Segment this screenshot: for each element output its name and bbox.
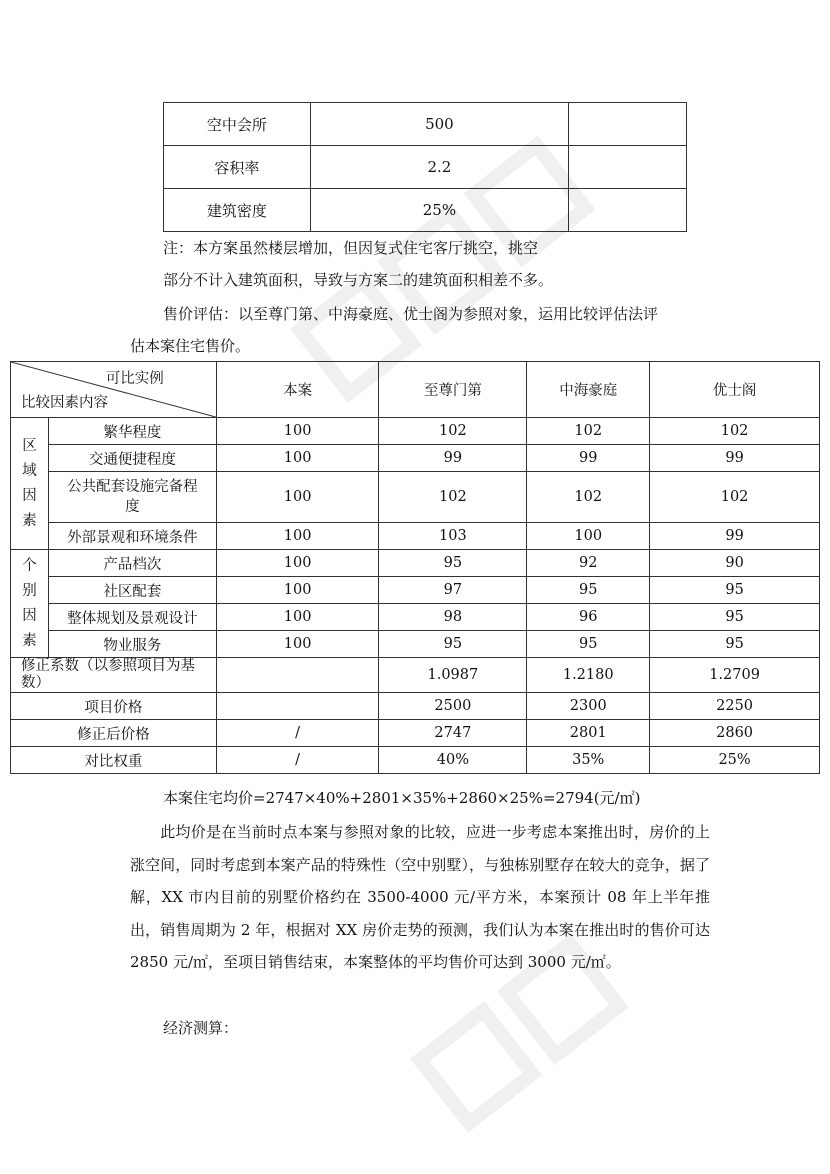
- table-cell: 100: [216, 418, 379, 445]
- table-cell: 96: [527, 604, 650, 631]
- conclusion-paragraph: [130, 816, 710, 979]
- eval-line-1: 售价评估：以至尊门第、中海豪庭、优士阁为参照对象，运用比较评估法评: [163, 305, 659, 323]
- table-cell: 2.2: [310, 146, 568, 189]
- table-cell: 90: [650, 550, 820, 577]
- table-cell: /: [216, 747, 379, 774]
- table-cell: 95: [650, 577, 820, 604]
- diagonal-header-cell: [11, 362, 217, 418]
- comparison-table: [10, 361, 820, 774]
- table-cell: 1.2180: [527, 658, 650, 693]
- note-line-1: 注：本方案虽然楼层增加，但因复式住宅客厅挑空，挑空: [163, 239, 539, 257]
- column-header: 至尊门第: [379, 362, 527, 418]
- section-heading: 经济测算：: [163, 1019, 239, 1037]
- table-cell: 35%: [527, 747, 650, 774]
- table-cell: 99: [527, 445, 650, 472]
- table-cell: 2300: [527, 693, 650, 720]
- table-cell: 容积率: [164, 146, 311, 189]
- table-cell: 95: [379, 550, 527, 577]
- factor-label: 整体规划及景观设计: [48, 604, 216, 631]
- table-cell: 500: [310, 103, 568, 146]
- table-cell: 95: [379, 631, 527, 658]
- table-cell: 95: [650, 604, 820, 631]
- summary-label: 对比权重: [11, 747, 217, 774]
- table-cell: 25%: [310, 189, 568, 232]
- table-row: [11, 418, 820, 445]
- table-cell: 99: [379, 445, 527, 472]
- table-cell: 2500: [379, 693, 527, 720]
- summary-label: 修正系数（以参照项目为基数）: [11, 658, 217, 693]
- table-row: [11, 472, 820, 523]
- table-cell: 95: [527, 577, 650, 604]
- table-cell: 102: [379, 472, 527, 523]
- table-cell: [568, 189, 686, 232]
- column-header: 优士阁: [650, 362, 820, 418]
- table-cell: 95: [527, 631, 650, 658]
- group-label-individual: [11, 550, 49, 658]
- table-cell: 2250: [650, 693, 820, 720]
- table-row: [11, 604, 820, 631]
- factor-label: 外部景观和环境条件: [48, 523, 216, 550]
- conclusion-text: 此均价是在当前时点本案与参照对象的比较，应进一步考虑本案推出时，房价的上涨空间，同时考虑到本案产品的特殊性（空中别墅），与独栋别墅存在较大的竞争，据了解，XX 市内目前的别墅价格约在 3500-4000 元/平方米，本案预计 08 年上半年推出，销售周期为 2 年，根据对 XX 房价走势的预测，我们认为本案在推出时的售价可达 2850 元/㎡，至项目销售结束，本案整体的平均售价可达到 3000 元/㎡。: [130, 823, 710, 971]
- table-cell: 98: [379, 604, 527, 631]
- header-bottom-left: 比较因素内容: [21, 395, 108, 411]
- table-cell: 1.0987: [379, 658, 527, 693]
- eval-line-2: 估本案住宅售价。: [130, 337, 251, 355]
- table-cell: 99: [650, 523, 820, 550]
- table-cell: 102: [650, 418, 820, 445]
- factor-label: 繁华程度: [48, 418, 216, 445]
- table-cell: 97: [379, 577, 527, 604]
- table-cell: 建筑密度: [164, 189, 311, 232]
- group-label-regional: [11, 418, 49, 550]
- table-row: [11, 658, 820, 693]
- table-cell: 1.2709: [650, 658, 820, 693]
- factor-label: 公共配套设施完备程度: [48, 472, 216, 523]
- table-cell: 95: [650, 631, 820, 658]
- table-cell: 102: [527, 418, 650, 445]
- table-row: [11, 523, 820, 550]
- column-header: 本案: [216, 362, 379, 418]
- table-cell: 空中会所: [164, 103, 311, 146]
- table-cell: [568, 103, 686, 146]
- summary-label: 项目价格: [11, 693, 217, 720]
- factor-label: 物业服务: [48, 631, 216, 658]
- table-row: [11, 747, 820, 774]
- table-row: [164, 103, 687, 146]
- table-cell: 102: [379, 418, 527, 445]
- table-cell: 2860: [650, 720, 820, 747]
- table-row: [164, 189, 687, 232]
- table-cell: 99: [650, 445, 820, 472]
- table-cell: 100: [216, 445, 379, 472]
- table-row: [164, 146, 687, 189]
- column-header: 中海豪庭: [527, 362, 650, 418]
- table-cell: 100: [216, 604, 379, 631]
- note-line-2: 部分不计入建筑面积，导致与方案二的建筑面积相差不多。: [163, 271, 554, 289]
- table-row: [11, 631, 820, 658]
- table-cell: 100: [216, 523, 379, 550]
- table-cell: 100: [216, 472, 379, 523]
- table-cell: 100: [216, 550, 379, 577]
- summary-label: 修正后价格: [11, 720, 217, 747]
- table-cell: 103: [379, 523, 527, 550]
- factor-label: 社区配套: [48, 577, 216, 604]
- table-cell: 100: [527, 523, 650, 550]
- factor-label: 产品档次: [48, 550, 216, 577]
- table-cell: 2801: [527, 720, 650, 747]
- table-cell: 102: [527, 472, 650, 523]
- table-row: [11, 550, 820, 577]
- factor-label: 交通便捷程度: [48, 445, 216, 472]
- table-cell: 100: [216, 577, 379, 604]
- table-cell: [216, 693, 379, 720]
- table-cell: 102: [650, 472, 820, 523]
- table-cell: 2747: [379, 720, 527, 747]
- table-cell: [568, 146, 686, 189]
- table-cell: [216, 658, 379, 693]
- group-label-text: 个 别 因 素: [22, 557, 37, 649]
- table-cell: 100: [216, 631, 379, 658]
- header-top-right: 可比实例: [105, 371, 164, 387]
- table-row: [11, 693, 820, 720]
- table-row: [11, 577, 820, 604]
- table-row: [11, 720, 820, 747]
- table-row: [11, 445, 820, 472]
- table-cell: 40%: [379, 747, 527, 774]
- average-price-formula: 本案住宅均价=2747×40%+2801×35%+2860×25%=2794(元/㎡): [163, 789, 641, 807]
- group-label-text: 区 域 因 素: [22, 437, 37, 529]
- table-cell: /: [216, 720, 379, 747]
- table-cell: 92: [527, 550, 650, 577]
- summary-table: [163, 102, 687, 232]
- table-cell: 25%: [650, 747, 820, 774]
- table-header-row: [11, 362, 820, 418]
